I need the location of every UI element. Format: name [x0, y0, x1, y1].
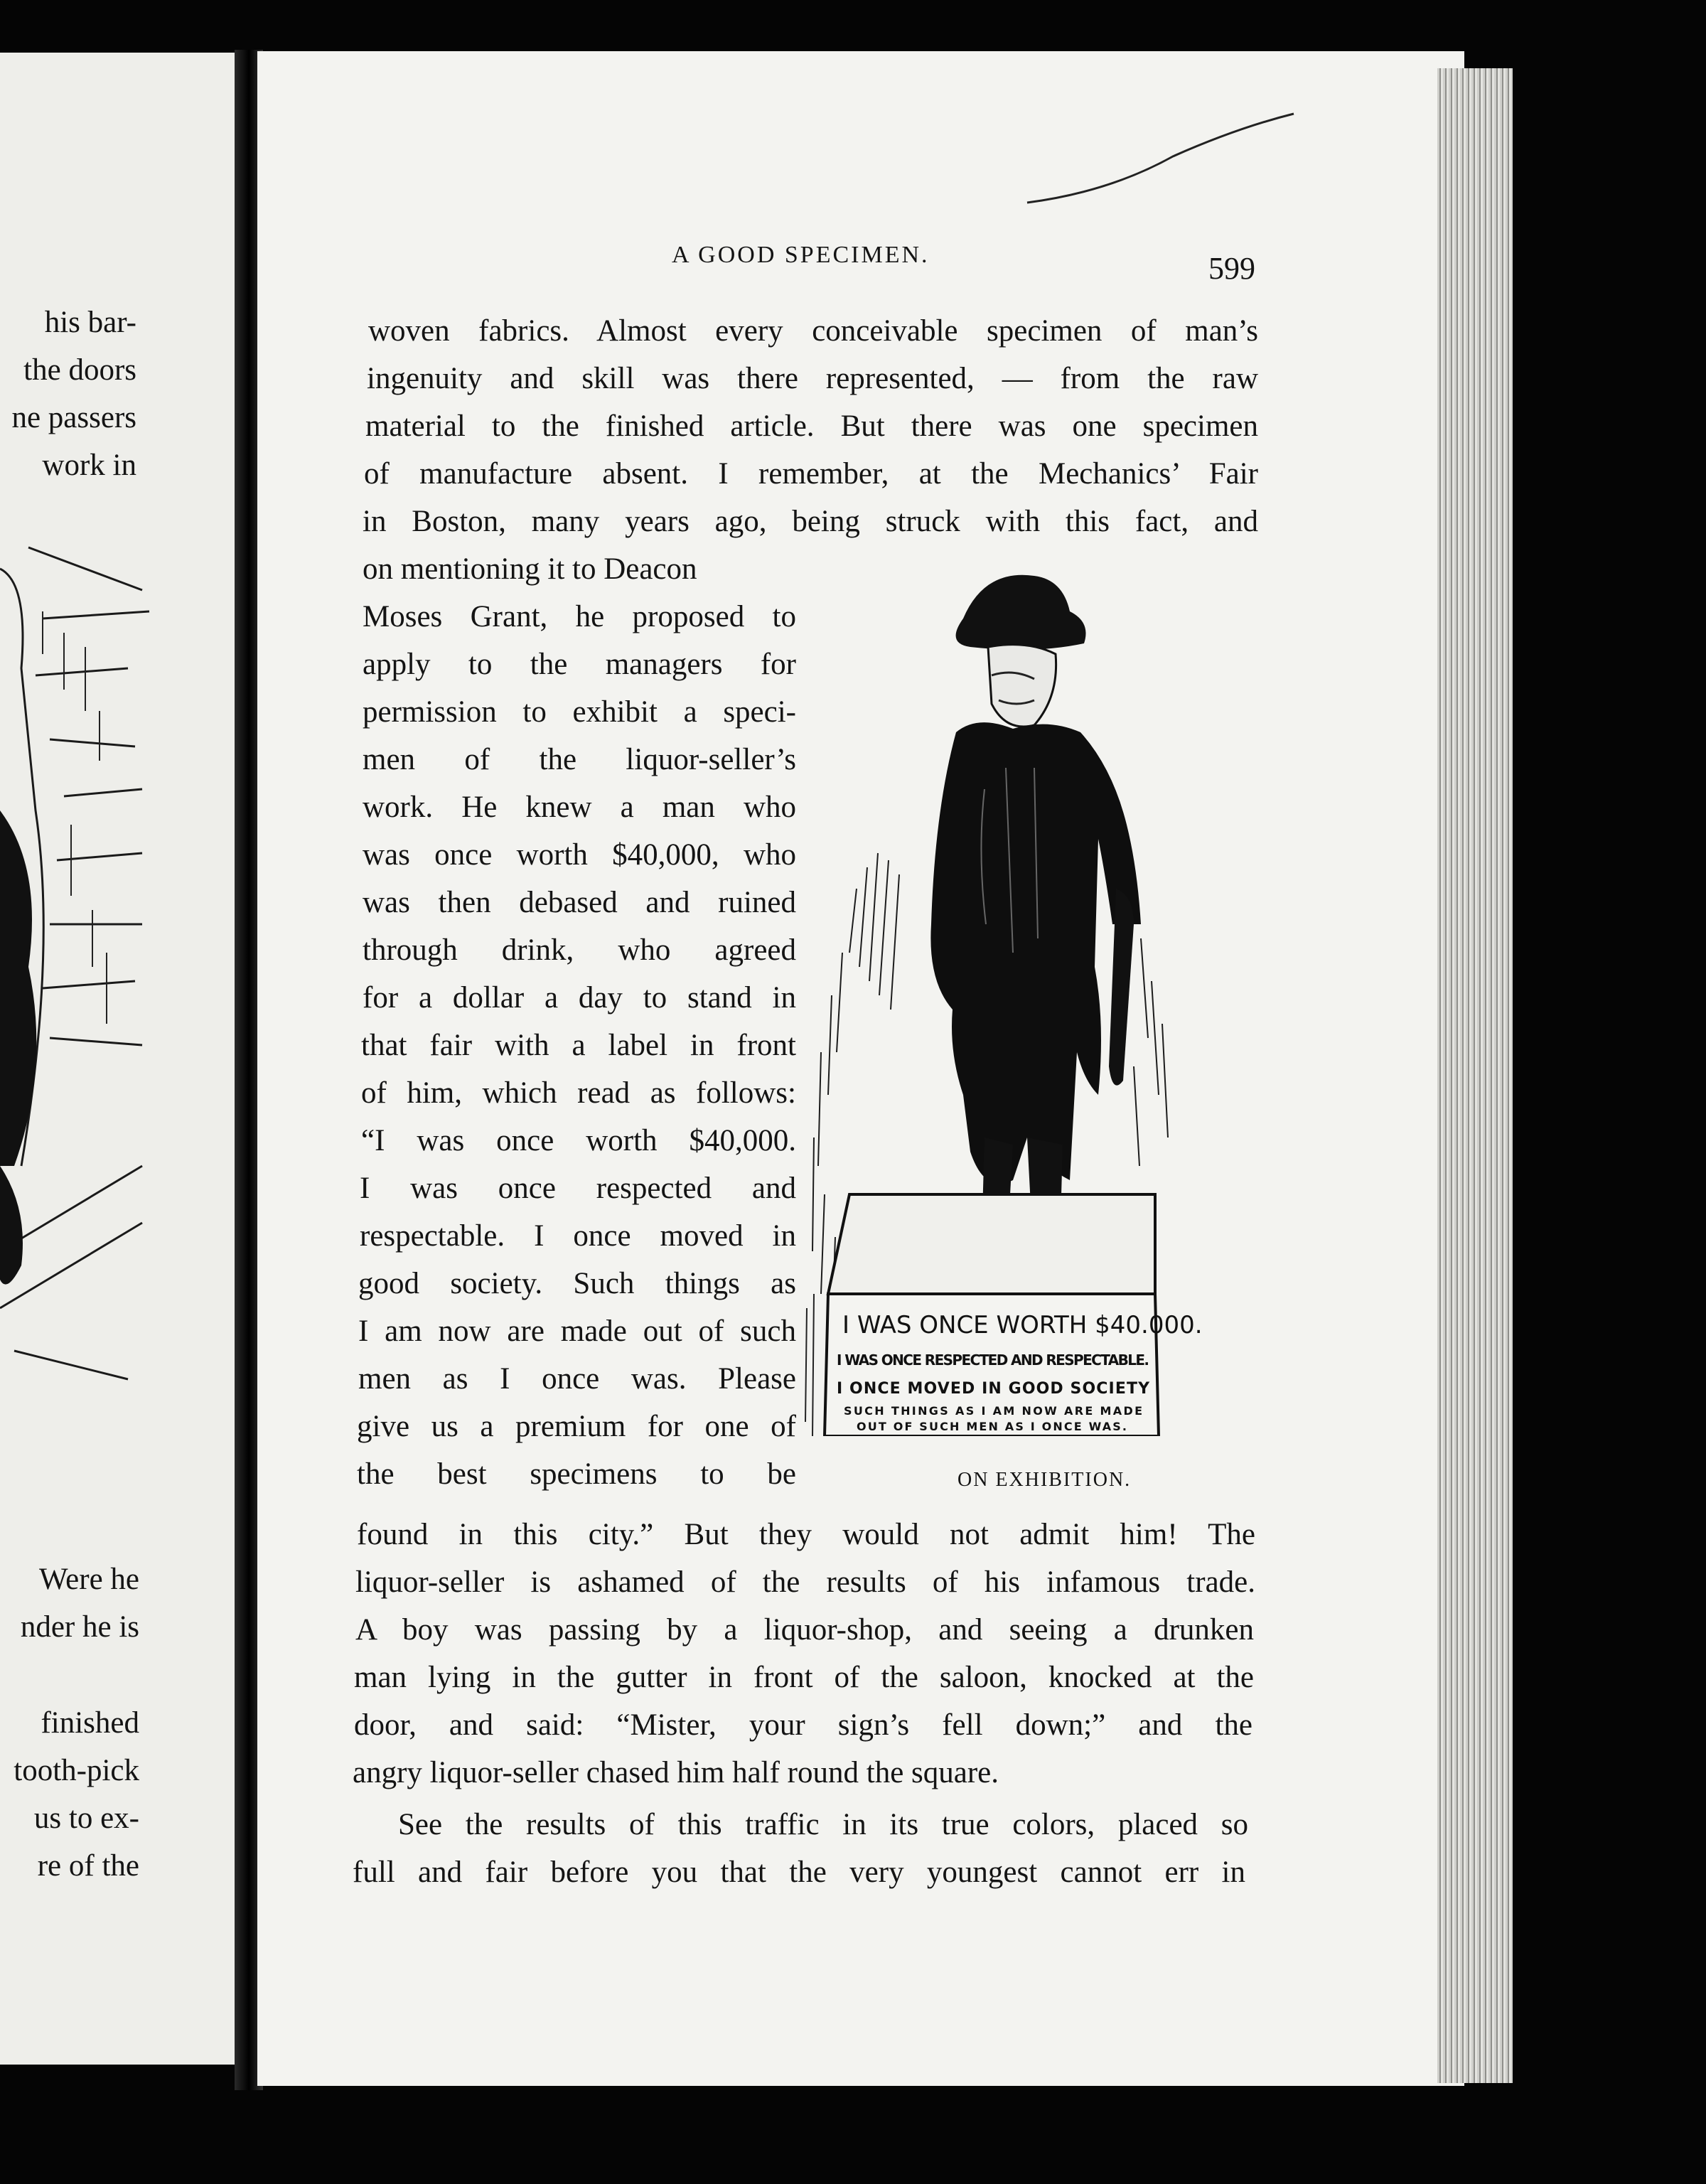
body-line: good society. Such things as: [358, 1267, 796, 1300]
left-fragment: nder he is: [20, 1610, 139, 1644]
pencil-mark: [1024, 107, 1308, 213]
body-line: give us a premium for one of: [357, 1410, 796, 1443]
body-line: men as I once was. Please: [358, 1362, 796, 1396]
body-line: work. He knew a man who: [363, 791, 796, 824]
left-fragment: the doors: [23, 353, 136, 387]
sign-line: I ONCE MOVED IN GOOD SOCIETY: [837, 1380, 1149, 1398]
left-fragment: work in: [42, 449, 136, 482]
body-line: permission to exhibit a speci-: [363, 695, 796, 729]
body-line: man lying in the gutter in front of the saloon, knocked at the: [354, 1661, 1254, 1694]
body-line: full and fair before you that the very youngest cannot err in: [353, 1856, 1245, 1889]
body-line: in Boston, many years ago, being struck with this fact, and: [363, 505, 1258, 538]
body-line: “I was once worth $40,000.: [361, 1124, 796, 1157]
sign-line: I WAS ONCE RESPECTED AND RESPECTABLE.: [837, 1351, 1149, 1369]
body-line: through drink, who agreed: [363, 933, 796, 967]
page-number: 599: [1208, 251, 1255, 286]
body-line: A boy was passing by a liquor-shop, and seeing a drunken: [355, 1613, 1254, 1647]
sign-line: I WAS ONCE WORTH $40.000.: [842, 1311, 1203, 1339]
body-line: respectable. I once moved in: [360, 1219, 796, 1253]
body-line: Moses Grant, he proposed to: [363, 600, 796, 633]
left-fragment: finished: [41, 1706, 139, 1740]
sign-line: OUT OF SUCH MEN AS I ONCE WAS.: [857, 1420, 1127, 1433]
body-line: of him, which read as follows:: [361, 1076, 796, 1110]
body-line: woven fabrics. Almost every conceivable specimen of man’s: [368, 314, 1258, 348]
body-line: material to the finished article. But there was one specimen: [365, 410, 1258, 443]
left-page-engraving: [0, 526, 156, 1415]
body-line: apply to the managers for: [363, 648, 796, 681]
body-line: found in this city.” But they would not admit him! The: [357, 1518, 1255, 1551]
sign-line: SUCH THINGS AS I AM NOW ARE MADE: [844, 1404, 1142, 1418]
engraving-man-on-plinth: [800, 555, 1269, 1436]
body-line: I am now are made out of such: [358, 1315, 796, 1348]
body-line: I was once respected and: [360, 1172, 796, 1205]
body-line: that fair with a label in front: [361, 1029, 796, 1062]
left-fragment: us to ex-: [33, 1802, 139, 1835]
body-line: the best specimens to be: [357, 1457, 796, 1491]
left-fragment: re of the: [37, 1849, 139, 1883]
body-line: men of the liquor-seller’s: [363, 743, 796, 776]
body-line: ingenuity and skill was there represented, — from the raw: [367, 362, 1258, 395]
left-fragment: Were he: [39, 1563, 139, 1596]
body-line: of manufacture absent. I remember, at the Mechanics’ Fair: [364, 457, 1258, 491]
body-line: was once worth $40,000, who: [363, 838, 796, 872]
body-line: on mentioning it to Deacon: [363, 552, 697, 586]
body-line: See the results of this traffic in its true colors, placed so: [398, 1808, 1248, 1841]
body-line: angry liquor-seller chased him half round the square.: [353, 1756, 999, 1789]
body-line: door, and said: “Mister, your sign’s fell down;” and the: [354, 1708, 1252, 1742]
body-line: was then debased and ruined: [363, 886, 796, 919]
left-fragment: ne passers: [11, 401, 136, 434]
left-fragment: tooth-pick: [14, 1754, 139, 1787]
left-fragment: his bar-: [44, 306, 136, 339]
illustration-caption: ON EXHIBITION.: [957, 1469, 1132, 1491]
body-line: for a dollar a day to stand in: [363, 981, 796, 1015]
body-line: liquor-seller is ashamed of the results of his infamous trade.: [355, 1565, 1255, 1599]
page-edges: [1437, 68, 1513, 2083]
running-head: A GOOD SPECIMEN.: [672, 242, 930, 268]
